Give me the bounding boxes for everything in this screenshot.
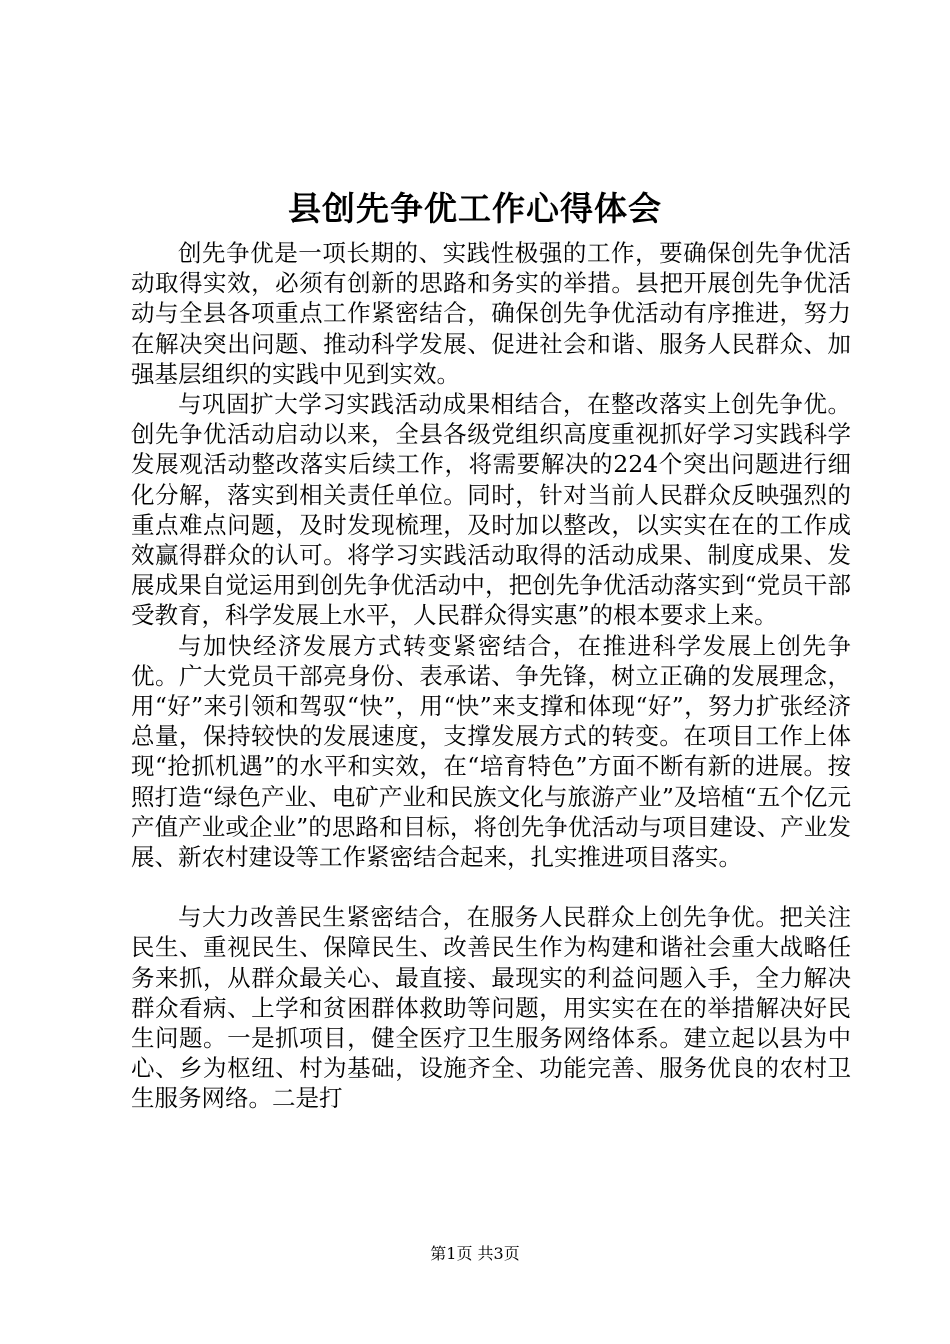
document-title: 县创先争优工作心得体会 [288,189,662,228]
document-body [131,238,851,1114]
paragraph-1: 创先争优是一项长期的、实践性极强的工作，要确保创先争优活动取得实效，必须有创新的思路和务实的举措。县把开展创先争优活动与全县各项重点工作紧密结合，确保创先争优活动有序推进，努力在解决突出问题、推动科学发展、促进社会和谐、服务人民群众、加强基层组织的实践中见到实效。 [131,239,851,388]
paragraph-3: 与加快经济发展方式转变紧密结合，在推进科学发展上创先争优。广大党员干部亮身份、表承诺、争先锋，树立正确的发展理念，用“好”来引领和驾驭“快”，用“快”来支撑和体现“好”，努力扩张经济总量，保持较快的发展速度，支撑发展方式的转变。在项目工作上体现“抢抓机遇”的水平和实效，在“培育特色”方面不断有新的进展。按照打造“绿色产业、电矿产业和民族文化与旅游产业”及培植“五个亿元产值产业或企业”的思路和目标，将创先争优活动与项目建设、产业发展、新农村建设等工作紧密结合起来，扎实推进项目落实。 [131,631,851,872]
paragraph-2: 与巩固扩大学习实践活动成果相结合，在整改落实上创先争优。创先争优活动启动以来，全县各级党组织高度重视抓好学习实践科学发展观活动整改落实后续工作，将需要解决的224个突出问题进行细化分解，落实到相关责任单位。同时，针对当前人民群众反映强烈的重点难点问题，及时发现梳理，及时加以整改，以实实在在的工作成效赢得群众的认可。将学习实践活动取得的活动成果、制度成果、发展成果自觉运用到创先争优活动中，把创先争优活动落实到“党员干部受教育，科学发展上水平，人民群众得实惠”的根本要求上来。 [131,390,851,630]
page-footer: 第1页 共3页 [430,1244,520,1263]
paragraph-4: 与大力改善民生紧密结合，在服务人民群众上创先争优。把关注民生、重视民生、保障民生、改善民生作为构建和谐社会重大战略任务来抓，从群众最关心、最直接、最现实的利益问题入手，全力解决群众看病、上学和贫困群体救助等问题，用实实在在的举措解决好民生问题。一是抓项目，健全医疗卫生服务网络体系。建立起以县为中心、乡为枢纽、村为基础，设施齐全、功能完善、服务优良的农村卫生服务网络。二是打 [131,903,851,1113]
